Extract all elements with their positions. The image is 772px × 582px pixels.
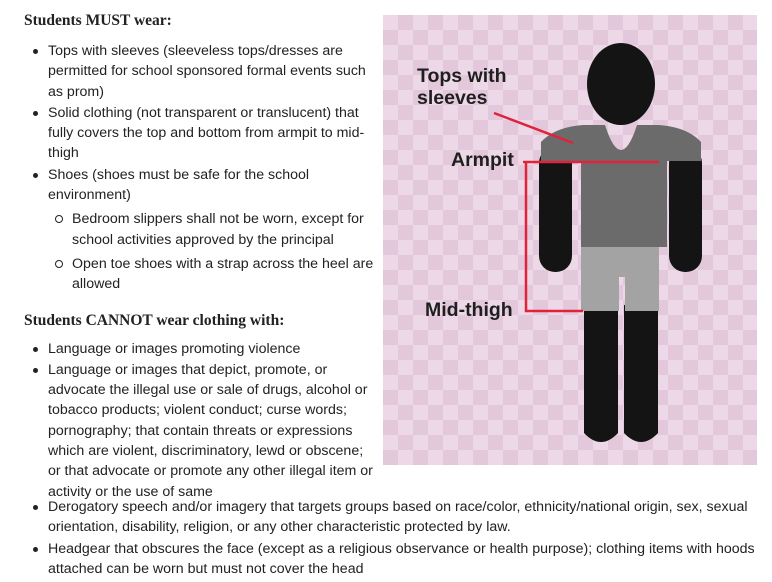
label-tops-with-sleeves <box>417 65 507 109</box>
label-tops-line1: Tops with <box>417 65 507 87</box>
tops-pointer-line <box>494 113 573 143</box>
figure-head <box>587 43 655 125</box>
label-armpit: Armpit <box>451 149 514 171</box>
shoes-subitem-slippers: Bedroom slippers shall not be worn, except for school activities approved by the principal <box>48 209 374 250</box>
must-item-sleeves: Tops with sleeves (sleeveless tops/dresses are permitted for school sponsored formal events such as prom) <box>24 41 374 102</box>
label-tops-line2: sleeves <box>417 87 488 109</box>
cannot-item-violence: Language or images promoting violence <box>24 339 374 359</box>
dress-code-figure <box>383 15 757 465</box>
figure-left-arm <box>539 147 572 272</box>
cannot-item-derogatory-speech: Derogatory speech and/or imagery that targets groups based on race/color, ethnicity/national origin, sex, sexual orientation, disability, religion, or any other characteristic protected by law. <box>24 497 759 538</box>
cannot-wear-heading: Students CANNOT wear clothing with: <box>24 311 285 329</box>
cannot-wear-list <box>24 339 374 502</box>
must-wear-list <box>24 41 374 295</box>
cannot-item-illegal-content: Language or images that depict, promote, or advocate the illegal use or sale of drugs, alcohol or tobacco products; violent conduct; curse words; pornography; that contain threats or expressions which are violent, discriminatory, lewd or obscene; or that advocate or promote any other illegal item or activity or the use of same <box>24 360 374 502</box>
must-item-shoes-text: Shoes (shoes must be safe for the school environment) <box>48 166 310 204</box>
label-mid-thigh: Mid-thigh <box>425 299 513 321</box>
must-item-shoes <box>24 165 374 295</box>
figure-right-arm <box>669 147 702 272</box>
shoes-subitem-open-toe: Open toe shoes with a strap across the heel are allowed <box>48 254 374 295</box>
shoes-sublist <box>48 209 374 294</box>
dress-code-text <box>24 11 374 503</box>
figure-left-leg <box>584 305 618 442</box>
must-wear-heading: Students MUST wear: <box>24 12 172 29</box>
cannot-wear-list-continued <box>24 497 759 580</box>
figure-shorts <box>581 247 659 311</box>
cannot-item-headgear: Headgear that obscures the face (except as a religious observance or health purpose); clothing items with hoods attached can be worn but must not cover the head <box>24 539 759 580</box>
figure-right-leg <box>624 305 658 442</box>
must-item-solid-clothing: Solid clothing (not transparent or translucent) that fully covers the top and bottom from armpit to mid-thigh <box>24 103 374 164</box>
